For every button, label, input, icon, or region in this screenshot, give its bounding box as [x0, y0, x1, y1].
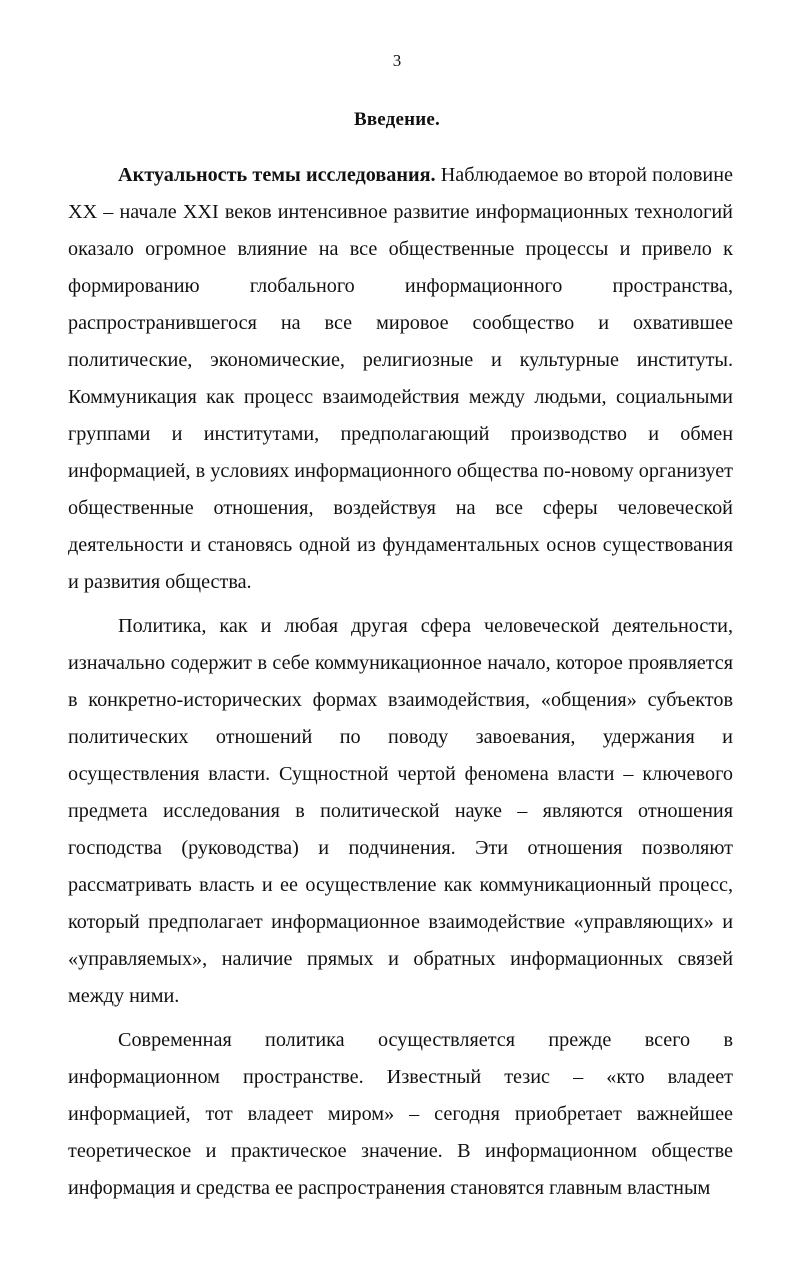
section-title: Введение.: [353, 109, 441, 130]
paragraph-information-space: [68, 1022, 733, 1207]
body-text: [68, 157, 733, 1207]
paragraph-lead: Актуальность темы исследования.: [118, 164, 436, 186]
paragraph-text: Политика, как и любая другая сфера человеческой деятельности, изначально содержит в себе коммуникационное начало, которое проявляется в конкретно-исторических формах взаимодействия, «общения» субъектов политических отношений по поводу завоевания, удержания и осуществления власти. Сущностной чертой феномена власти – ключевого предмета исследования в политической науке – являются отношения господства (руководства) и подчинения. Эти отношения позволяют рассматривать власть и ее осуществление как коммуникационный процесс, который предполагает информационное взаимодействие «управляющих» и «управляемых», наличие прямых и обратных информационных связей между ними.: [68, 615, 733, 1007]
paragraph-relevance: [68, 157, 733, 601]
page-number: 3: [392, 51, 402, 70]
paragraph-politics-communication: [68, 608, 733, 1015]
paragraph-text: Современная политика осуществляется прежде всего в информационном пространстве. Известный тезис – «кто владеет информацией, тот владеет миром» – сегодня приобретает важнейшее теоретическое и практическое значение. В информационном обществе информация и средства ее распространения становятся главным властным: [68, 1029, 733, 1199]
paragraph-text: Наблюдаемое во второй половине XX – начале XXI веков интенсивное развитие информационных технологий оказало огромное влияние на все общественные процессы и привело к формированию глобального информационного пространства, распространившегося на все мировое сообщество и охватившее политические, экономические, религиозные и культурные институты. Коммуникация как процесс взаимодействия между людьми, социальными группами и институтами, предполагающий производство и обмен информацией, в условиях информационного общества по-новому организует общественные отношения, воздействуя на все сферы человеческой деятельности и становясь одной из фундаментальных основ существования и развития общества.: [68, 164, 733, 593]
